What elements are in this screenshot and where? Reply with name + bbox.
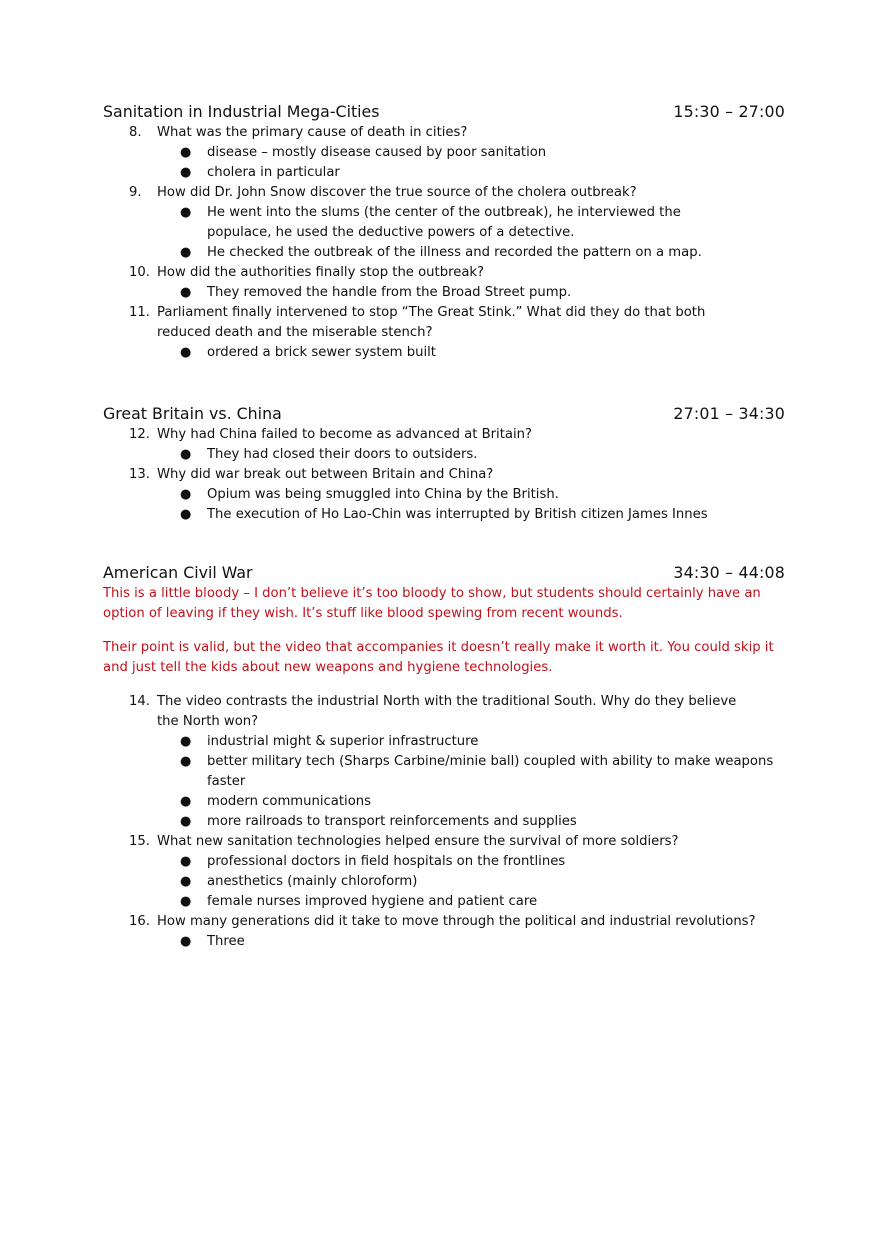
answer-text: They had closed their doors to outsiders. xyxy=(207,447,478,462)
teacher-note: This is a little bloody – I don’t believe it’s too bloody to show, but students should certainly have an option of leaving if they wish. It’s stuff like blood spewing from recent wounds. xyxy=(103,586,761,621)
answer-item xyxy=(103,445,785,465)
section-header xyxy=(103,403,785,425)
answer-text: He checked the outbreak of the illness and recorded the pattern on a map. xyxy=(207,245,702,260)
answer-text: Three xyxy=(207,934,245,949)
bullet-dot-icon: ● xyxy=(180,145,192,160)
answer-item xyxy=(103,203,785,243)
bullet-dot-icon: ● xyxy=(180,447,192,462)
question-text: What was the primary cause of death in cities? xyxy=(157,125,468,140)
section-sanitation xyxy=(103,101,785,363)
answer-list xyxy=(103,485,785,525)
question-number: 16. xyxy=(129,914,150,929)
answer-text: ordered a brick sewer system built xyxy=(207,345,436,360)
answer-item xyxy=(103,505,785,525)
bullet-dot-icon: ● xyxy=(180,245,192,260)
bullet-dot-icon: ● xyxy=(180,794,192,809)
answer-text: cholera in particular xyxy=(207,165,340,180)
answer-item xyxy=(103,932,785,952)
answer-list xyxy=(103,143,785,183)
bullet-dot-icon: ● xyxy=(180,894,192,909)
answer-text: professional doctors in field hospitals on the frontlines xyxy=(207,854,566,869)
answer-list xyxy=(103,932,785,952)
bullet-dot-icon: ● xyxy=(180,874,192,889)
answer-list xyxy=(103,203,785,263)
question-item xyxy=(103,692,785,732)
question-number: 8. xyxy=(129,125,142,140)
bullet-dot-icon: ● xyxy=(180,934,192,949)
section-time: 27:01 – 34:30 xyxy=(673,404,785,423)
answer-item xyxy=(103,732,785,752)
question-text: The video contrasts the industrial North with the traditional South. Why do they believe the North won? xyxy=(157,694,737,729)
answer-text: disease – mostly disease caused by poor sanitation xyxy=(207,145,547,160)
section-britain-china xyxy=(103,403,785,525)
answer-item xyxy=(103,892,785,912)
answer-item xyxy=(103,872,785,892)
answer-list xyxy=(103,343,785,363)
bullet-dot-icon: ● xyxy=(180,487,192,502)
answer-list xyxy=(103,852,785,912)
question-number: 9. xyxy=(129,185,142,200)
question-text: Parliament finally intervened to stop “The Great Stink.” What did they do that both reduced death and the miserable stench? xyxy=(157,305,706,340)
section-title: American Civil War xyxy=(103,563,253,582)
answer-item xyxy=(103,283,785,303)
bullet-dot-icon: ● xyxy=(180,507,192,522)
answer-text: He went into the slums (the center of the outbreak), he interviewed the populace, he used the deductive powers of a detective. xyxy=(207,205,681,240)
question-item xyxy=(103,303,785,343)
answer-text: better military tech (Sharps Carbine/minie ball) coupled with ability to make weapons faster xyxy=(207,754,774,789)
answer-text: The execution of Ho Lao-Chin was interrupted by British citizen James Innes xyxy=(207,507,708,522)
question-text: What new sanitation technologies helped ensure the survival of more soldiers? xyxy=(157,834,679,849)
bullet-dot-icon: ● xyxy=(180,854,192,869)
section-civil-war xyxy=(103,562,785,952)
bullet-dot-icon: ● xyxy=(180,345,192,360)
answer-item xyxy=(103,143,785,163)
answer-list xyxy=(103,732,785,832)
question-number: 13. xyxy=(129,467,150,482)
answer-text: anesthetics (mainly chloroform) xyxy=(207,874,418,889)
answer-item xyxy=(103,163,785,183)
answer-list xyxy=(103,445,785,465)
bullet-dot-icon: ● xyxy=(180,165,192,180)
section-title: Great Britain vs. China xyxy=(103,404,282,423)
answer-item xyxy=(103,343,785,363)
answer-item xyxy=(103,485,785,505)
answer-text: Opium was being smuggled into China by the British. xyxy=(207,487,559,502)
answer-item xyxy=(103,792,785,812)
question-item xyxy=(103,123,785,143)
section-header xyxy=(103,562,785,584)
question-number: 12. xyxy=(129,427,150,442)
answer-item xyxy=(103,812,785,832)
section-header xyxy=(103,101,785,123)
bullet-dot-icon: ● xyxy=(180,754,192,769)
question-item xyxy=(103,832,785,852)
answer-text: more railroads to transport reinforcements and supplies xyxy=(207,814,577,829)
question-number: 15. xyxy=(129,834,150,849)
question-item xyxy=(103,263,785,283)
answer-text: industrial might & superior infrastructure xyxy=(207,734,479,749)
question-item xyxy=(103,425,785,445)
question-text: How many generations did it take to move through the political and industrial revolutions? xyxy=(157,914,756,929)
answer-item xyxy=(103,852,785,872)
answer-text: They removed the handle from the Broad Street pump. xyxy=(207,285,572,300)
section-time: 15:30 – 27:00 xyxy=(673,102,785,121)
section-time: 34:30 – 44:08 xyxy=(673,563,785,582)
answer-text: modern communications xyxy=(207,794,371,809)
bullet-dot-icon: ● xyxy=(180,205,192,220)
bullet-dot-icon: ● xyxy=(180,734,192,749)
question-number: 14. xyxy=(129,694,150,709)
section-title: Sanitation in Industrial Mega-Cities xyxy=(103,102,380,121)
question-number: 10. xyxy=(129,265,150,280)
answer-text: female nurses improved hygiene and patient care xyxy=(207,894,538,909)
answer-item xyxy=(103,243,785,263)
question-item xyxy=(103,912,845,932)
question-item xyxy=(103,183,785,203)
question-number: 11. xyxy=(129,305,150,320)
question-text: Why had China failed to become as advanced at Britain? xyxy=(157,427,532,442)
question-text: How did the authorities finally stop the outbreak? xyxy=(157,265,485,280)
answer-list xyxy=(103,283,785,303)
question-text: How did Dr. John Snow discover the true source of the cholera outbreak? xyxy=(157,185,637,200)
answer-item xyxy=(103,752,785,792)
bullet-dot-icon: ● xyxy=(180,814,192,829)
teacher-note: Their point is valid, but the video that accompanies it doesn’t really make it worth it. You could skip it and just tell the kids about new weapons and hygiene technologies. xyxy=(103,640,774,675)
bullet-dot-icon: ● xyxy=(180,285,192,300)
question-item xyxy=(103,465,785,485)
question-text: Why did war break out between Britain and China? xyxy=(157,467,494,482)
